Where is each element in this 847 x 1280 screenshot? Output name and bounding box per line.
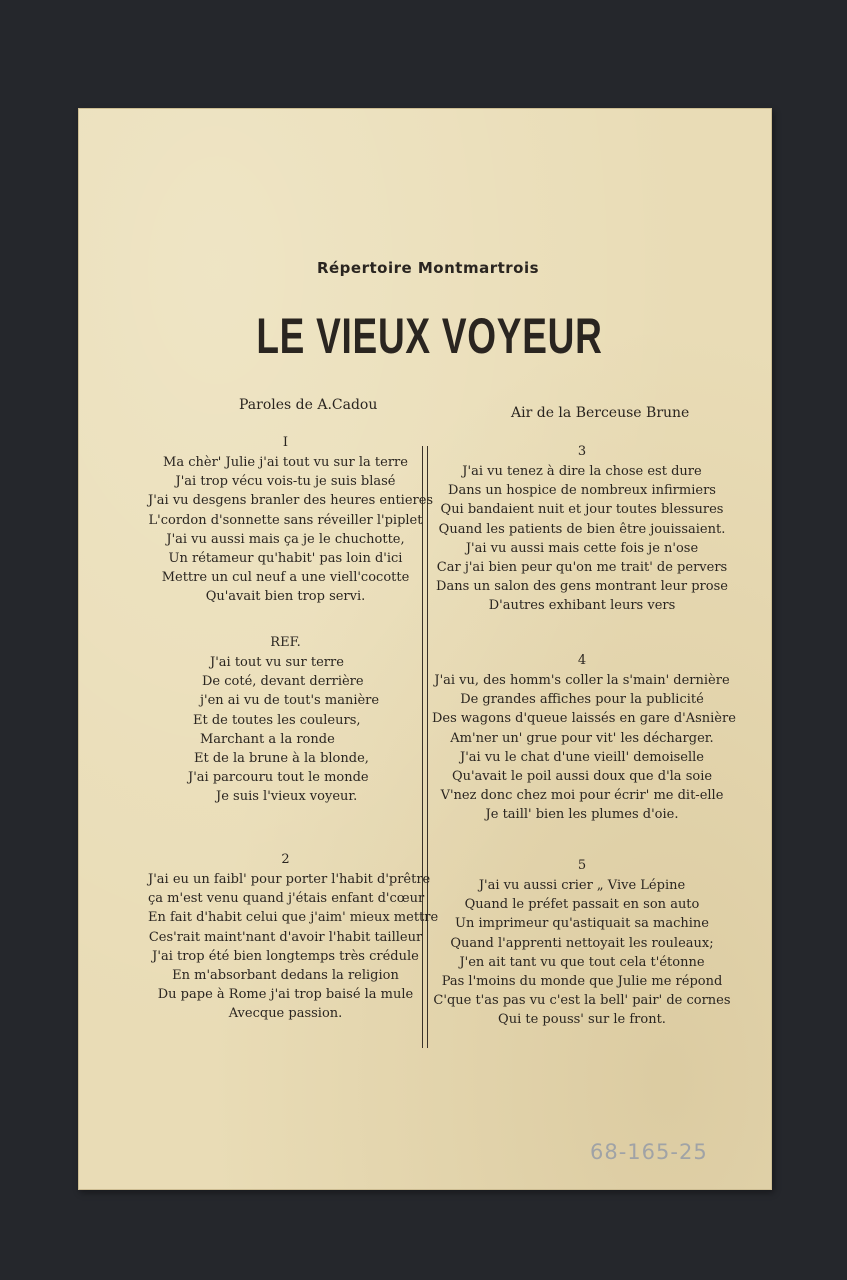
verse-line: J'ai trop vécu vois-tu je suis blasé bbox=[175, 474, 396, 490]
verse-line: En m'absorbant dedans la religion bbox=[172, 968, 399, 984]
verse-line: Qui te pouss' sur le front. bbox=[498, 1012, 666, 1028]
stanza-number: I bbox=[282, 435, 289, 450]
verse-line: Un rétameur qu'habit' pas loin d'ici bbox=[168, 551, 403, 567]
verse-line: En fait d'habit celui que j'aim' mieux mettre bbox=[148, 910, 439, 926]
verse-line: J'ai vu desgens branler des heures entieres bbox=[148, 493, 434, 509]
verse-line: J'ai vu tenez à dire la chose est dure bbox=[462, 464, 702, 479]
verse-line: Quand le préfet passait en son auto bbox=[464, 897, 700, 913]
refrain-line: J'ai tout vu sur terre bbox=[210, 655, 344, 670]
refrain-line: De coté, devant derrière bbox=[202, 674, 364, 690]
stanza-4 bbox=[432, 653, 736, 825]
verse-line: Qu'avait le poil aussi doux que d'la soie bbox=[451, 769, 713, 785]
stanza-3 bbox=[432, 444, 732, 616]
stanza-5 bbox=[432, 858, 732, 1030]
verse-line: Je taill' bien les plumes d'oie. bbox=[485, 807, 679, 823]
melody-credit: Air de la Berceuse Brune bbox=[511, 405, 690, 421]
verse-line: Ma chèr' Julie j'ai tout vu sur la terre bbox=[163, 455, 408, 470]
song-sheet bbox=[78, 108, 772, 1190]
song-title: LE VIEUX VOYEUR bbox=[256, 308, 603, 364]
stanza-number: 5 bbox=[577, 858, 587, 873]
refrain-line: Je suis l'vieux voyeur. bbox=[216, 789, 358, 805]
verse-line: ça m'est venu quand j'étais enfant d'cœur bbox=[148, 891, 425, 907]
verse-line: Du pape à Rome j'ai trop baisé la mule bbox=[157, 987, 414, 1003]
verse-line: Qui bandaient nuit et jour toutes blessures bbox=[440, 502, 724, 518]
verse-line: D'autres exhibant leurs vers bbox=[488, 598, 676, 614]
verse-line: Un imprimeur qu'astiquait sa machine bbox=[455, 916, 709, 932]
verse-line: Pas l'moins du monde que Julie me répond bbox=[441, 974, 723, 990]
verse-line: V'nez donc chez moi pour écrir' me dit-elle bbox=[440, 788, 724, 804]
refrain-line: J'ai parcouru tout le monde bbox=[188, 770, 369, 786]
verse-line: J'ai eu un faibl' pour porter l'habit d'prêtre bbox=[148, 872, 431, 887]
verse-line: Dans un salon des gens montrant leur prose bbox=[436, 579, 728, 595]
archive-number: 68-165-25 bbox=[590, 1140, 708, 1164]
stanza-number: 4 bbox=[577, 653, 587, 668]
verse-line: J'en ait tant vu que tout cela t'étonne bbox=[459, 954, 705, 970]
verse-line: Car j'ai bien peur qu'on me trait' de pervers bbox=[436, 560, 728, 576]
verse-line: Quand les patients de bien être jouissaient. bbox=[438, 521, 726, 537]
verse-line: Qu'avait bien trop servi. bbox=[205, 589, 366, 605]
verse-line: Mettre un cul neuf a une viell'cocotte bbox=[161, 570, 410, 586]
verse-line: J'ai vu, des homm's coller la s'main' dernière bbox=[434, 673, 730, 688]
verse-line: De grandes affiches pour la publicité bbox=[460, 692, 704, 708]
verse-line: J'ai vu aussi crier „ Vive Lépine bbox=[478, 878, 686, 893]
verse-line: Quand l'apprenti nettoyait les rouleaux; bbox=[450, 935, 714, 951]
verse-line: J'ai vu aussi mais ça je le chuchotte, bbox=[166, 531, 405, 547]
refrain-line: Marchant a la ronde bbox=[200, 731, 335, 747]
verse-line: J'ai trop été bien longtemps très crédule bbox=[152, 948, 419, 964]
stanza-number: 3 bbox=[577, 444, 587, 459]
stanza-2 bbox=[148, 852, 439, 1024]
stanza-1 bbox=[148, 435, 434, 607]
verse-line: J'ai vu aussi mais cette fois je n'ose bbox=[465, 540, 699, 556]
verse-line: Am'ner un' grue pour vit' les décharger. bbox=[450, 730, 714, 746]
refrain-line: j'en ai vu de tout's manière bbox=[200, 693, 380, 709]
lyricist-credit: Paroles de A.Cadou bbox=[239, 397, 378, 413]
verse-line: Des wagons d'queue laissés en gare d'Asnière bbox=[432, 711, 736, 727]
verse-line: Avecque passion. bbox=[228, 1006, 343, 1022]
refrain bbox=[148, 635, 423, 807]
repertoire-heading: Répertoire Montmartrois bbox=[316, 259, 540, 277]
verse-line: C'que t'as pas vu c'est la bell' pair' de cornes bbox=[433, 993, 731, 1009]
verse-line: Dans un hospice de nombreux infirmiers bbox=[448, 483, 716, 499]
refrain-line: Et de la brune à la blonde, bbox=[194, 751, 369, 767]
refrain-label: REF. bbox=[270, 635, 301, 650]
stanza-number: 2 bbox=[281, 852, 290, 867]
verse-line: J'ai vu le chat d'une vieill' demoiselle bbox=[460, 749, 704, 765]
verse-line: Ces'rait maint'nant d'avoir l'habit tailleur bbox=[148, 929, 423, 945]
verse-line: L'cordon d'sonnette sans réveiller l'piplet bbox=[148, 512, 423, 528]
refrain-line: Et de toutes les couleurs, bbox=[193, 712, 361, 728]
